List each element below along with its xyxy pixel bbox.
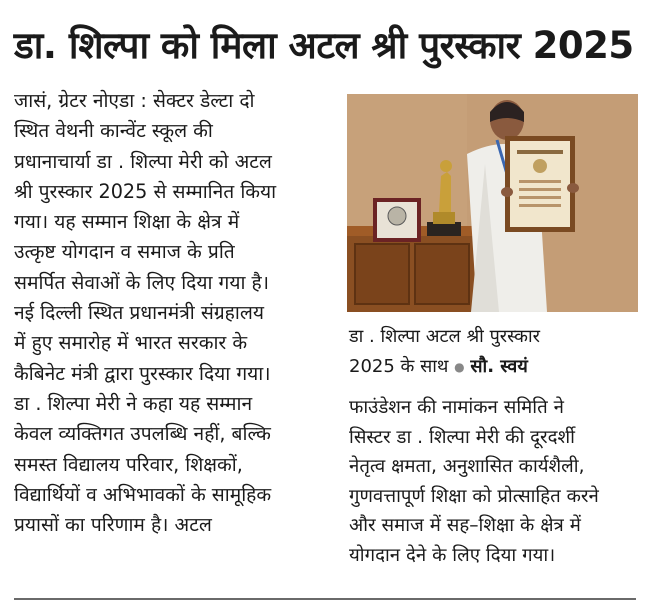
body-line: सिस्टर डा . शिल्पा मेरी की दूरदर्शी bbox=[349, 426, 575, 448]
body-line: गुणवत्तापूर्ण शिक्षा को प्रोत्साहित करने bbox=[349, 485, 599, 507]
body-line: प्रधानाचार्या डा . शिल्पा मेरी को अटल bbox=[14, 149, 272, 173]
body-line: केवल व्यक्तिगत उपलब्धि नहीं, बल्कि bbox=[14, 422, 271, 446]
body-line: डा . शिल्पा मेरी ने कहा यह सम्मान bbox=[14, 391, 253, 415]
photo-credit: सौ. स्वयं bbox=[470, 356, 528, 377]
caption-bullet: ● bbox=[454, 360, 465, 374]
body-line: उत्कृष्ट योगदान व समाज के प्रति bbox=[14, 240, 235, 264]
body-line: गया। यह सम्मान शिक्षा के क्षेत्र में bbox=[14, 210, 240, 234]
body-line: श्री पुरस्कार 2025 से सम्मानित किया bbox=[14, 179, 277, 203]
body-column-right bbox=[349, 393, 639, 571]
body-line: जासं, ग्रेटर नोएडा : सेक्टर डेल्टा दो bbox=[14, 89, 255, 112]
body-line: नेतृत्व क्षमता, अनुशासित कार्यशैली, bbox=[349, 456, 585, 478]
caption-line bbox=[349, 352, 639, 382]
bottom-divider bbox=[14, 598, 636, 600]
caption-line: डा . शिल्पा अटल श्री पुरस्कार bbox=[349, 326, 541, 347]
body-line: समर्पित सेवाओं के लिए दिया गया है। bbox=[14, 270, 270, 294]
body-line: कैबिनेट मंत्री द्वारा पुरस्कार दिया गया। bbox=[14, 361, 271, 385]
news-photo bbox=[347, 94, 638, 312]
caption-text: 2025 के साथ bbox=[349, 356, 449, 377]
body-line: में हुए समारोह में भारत सरकार के bbox=[14, 331, 248, 355]
body-column-left bbox=[14, 86, 336, 540]
photo-caption bbox=[349, 322, 639, 382]
body-line: और समाज में सह–शिक्षा के क्षेत्र में bbox=[349, 515, 581, 537]
body-line: विद्यार्थियों व अभिभावकों के सामूहिक bbox=[14, 482, 272, 506]
body-line: समस्त विद्यालय परिवार, शिक्षकों, bbox=[14, 452, 243, 476]
headline: डा. शिल्पा को मिला अटल श्री पुरस्कार 2025 bbox=[14, 24, 634, 67]
body-line: योगदान देने के लिए दिया गया। bbox=[349, 544, 556, 566]
body-line: नई दिल्ली स्थित प्रधानमंत्री संग्रहालय bbox=[14, 301, 264, 325]
body-line: स्थित वेथनी कान्वेंट स्कूल की bbox=[14, 119, 213, 143]
body-line: फाउंडेशन की नामांकन समिति ने bbox=[349, 397, 564, 418]
body-line: प्रयासों का परिणाम है। अटल bbox=[14, 513, 212, 537]
photo-illustration bbox=[347, 94, 638, 312]
